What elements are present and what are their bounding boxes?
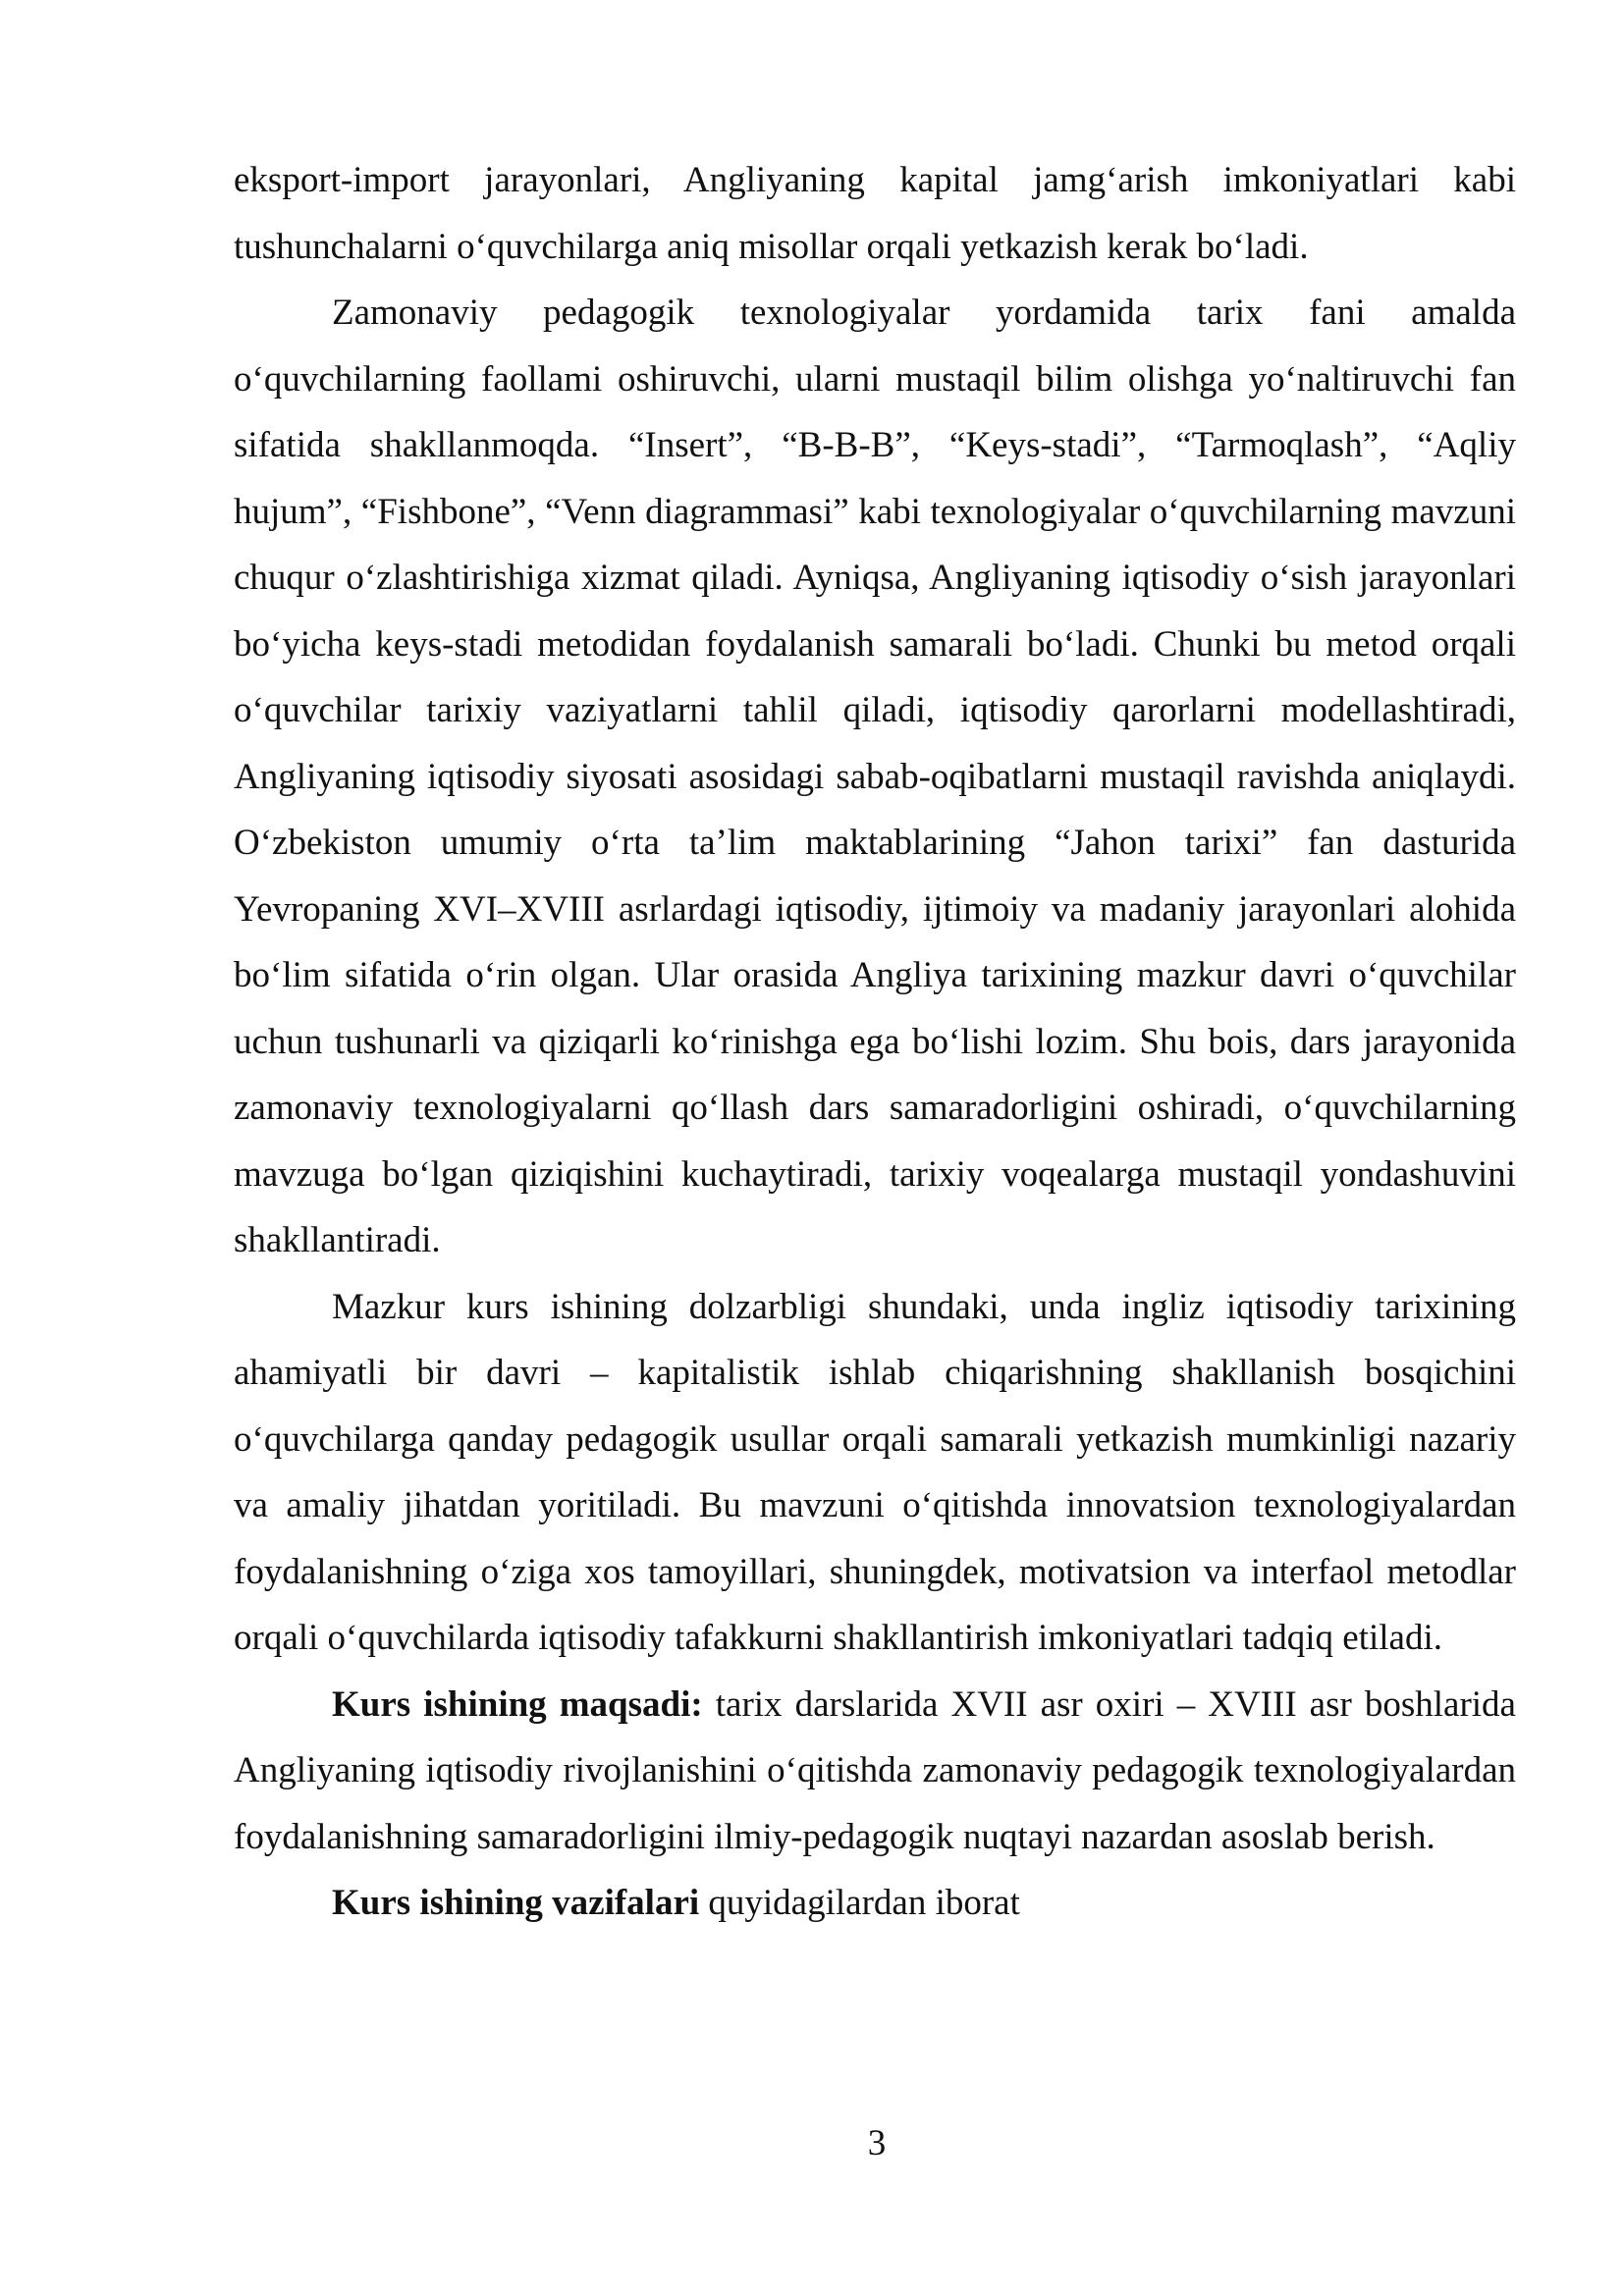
paragraph-text: eksport-import jarayonlari, Angliyaning kapital jamg‘arish imkoniyatlari kabi tushunchalarni o‘quvchilarga aniq misollar orqali yetkazish kerak bo‘ladi.: [234, 160, 1516, 267]
paragraph-goal: [234, 1672, 1516, 1871]
page-number: 3: [867, 2123, 887, 2163]
body-text: [234, 147, 1516, 1937]
paragraph-text: Zamonaviy pedagogik texnologiyalar yordamida tarix fani amalda o‘quvchilarning faollami oshiruvchi, ularni mustaqil bilim olishga yo‘naltiruvchi fan sifatida shakllanmoqda. “Insert”, “B-B-B”, “Keys-stadi”, “Tarmoqlash”, “Aqliy hujum”, “Fishbone”, “Venn diagrammasi” kabi texnologiyalar o‘quvchilarning mavzuni chuqur o‘zlashtirishiga xizmat qiladi. Ayniqsa, Angliyaning iqtisodiy o‘sish jarayonlari bo‘yicha keys-stadi metodidan foydalanish samarali bo‘ladi. Chunki bu metod orqali o‘quvchilar tarixiy vaziyatlarni tahlil qiladi, iqtisodiy qarorlarni modellashtiradi, Angliyaning iqtisodiy siyosati asosidagi sabab-oqibatlarni mustaqil ravishda aniqlaydi. O‘zbekiston umumiy o‘rta ta’lim maktablarining “Jahon tarixi” fan dasturida Yevropaning XVI–XVIII asrlardagi iqtisodiy, ijtimoiy va madaniy jarayonlari alohida bo‘lim sifatida o‘rin olgan. Ular orasida Angliya tarixining mazkur davri o‘quvchilar uchun tushunarli va qiziqarli ko‘rinishga ega bo‘lishi lozim. Shu bois, dars jarayonida zamonaviy texnologiyalarni qo‘llash dars samaradorligini oshiradi, o‘quvchilarning mavzuga bo‘lgan qiziqishini kuchaytiradi, tarixiy voqealarga mustaqil yondashuvini shakllantiradi.: [234, 293, 1516, 1260]
paragraph-continuation: [234, 147, 1516, 280]
goal-heading: Kurs ishining maqsadi:: [332, 1683, 703, 1725]
paragraph-text: tarix darslarida XVII asr oxiri – XVIII asr boshlarida Angliyaning iqtisodiy rivojlanishini o‘qitishda zamonaviy pedagogik texnologiyalardan foydalanishning samaradorligini ilmiy-pedagogik nuqtayi nazardan asoslab berish.: [234, 1683, 1516, 1857]
paragraph-text: Mazkur kurs ishining dolzarbligi shundaki, unda ingliz iqtisodiy tarixining ahamiyatli bir davri – kapitalistik ishlab chiqarishning shakllanish bosqichini o‘quvchilarga qanday pedagogik usullar orqali samarali yetkazish mumkinligi nazariy va amaliy jihatdan yoritiladi. Bu mavzuni o‘qitishda innovatsion texnologiyalardan foydalanishning o‘ziga xos tamoyillari, shuningdek, motivatsion va interfaol metodlar orqali o‘quvchilarda iqtisodiy tafakkurni shakllantirish imkoniyatlari tadqiq etiladi.: [234, 1286, 1516, 1658]
paragraph-relevance: [234, 1274, 1516, 1672]
paragraph-pedagogical-technologies: [234, 280, 1516, 1274]
tasks-heading: Kurs ishining vazifalari: [332, 1883, 700, 1923]
paragraph-text: quyidagilardan iborat: [699, 1883, 1020, 1923]
paragraph-tasks: [234, 1870, 1516, 1937]
